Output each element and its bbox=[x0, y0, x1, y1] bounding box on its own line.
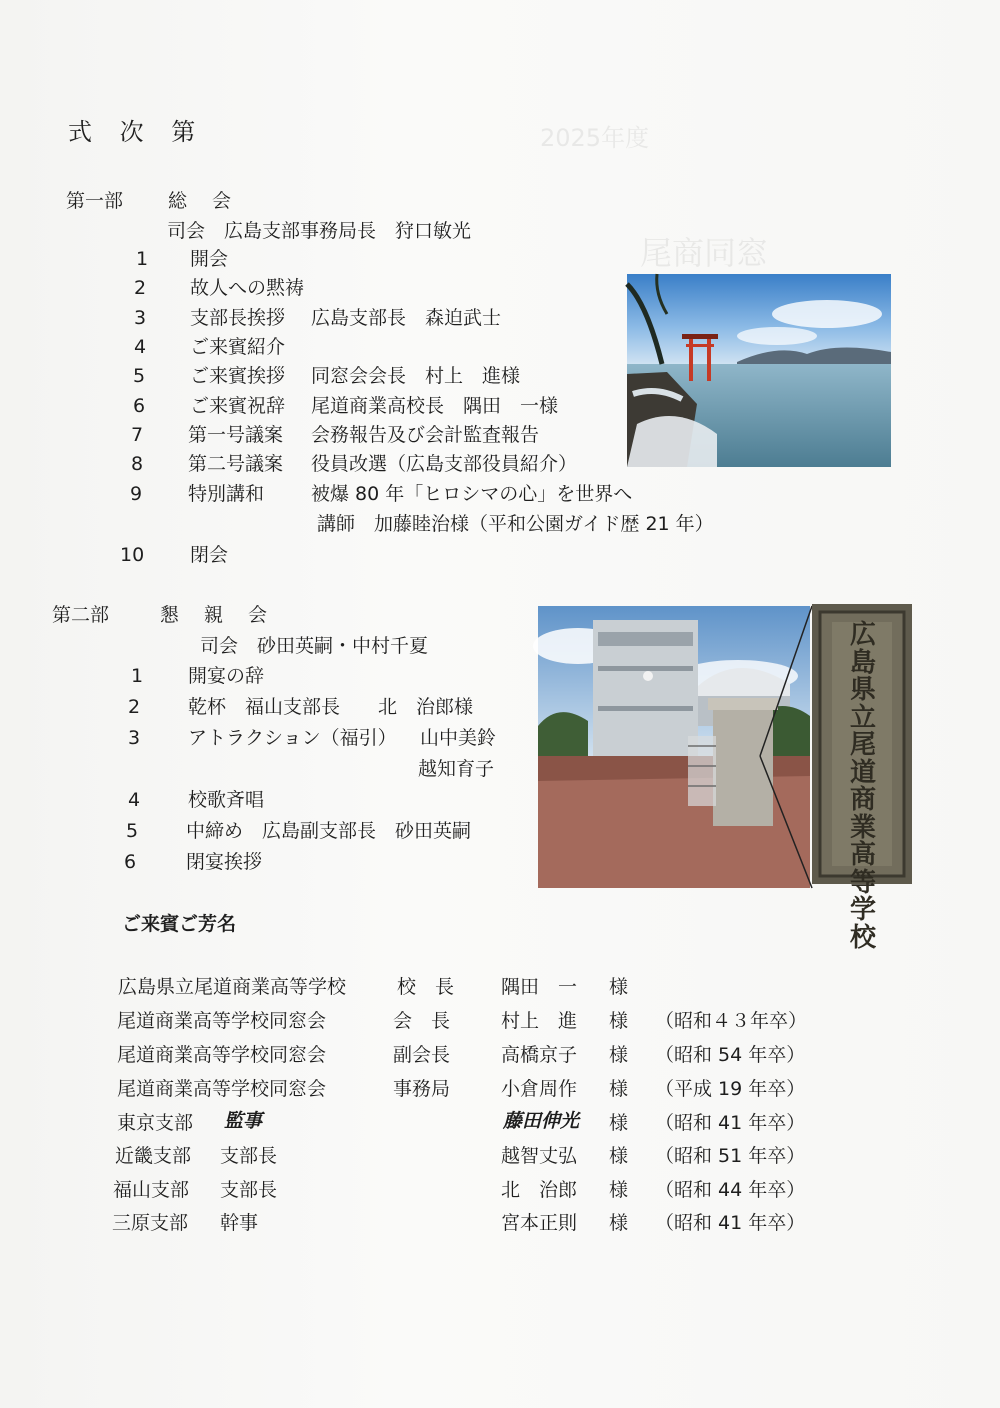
part1-item-detail: 被爆 80 年「ヒロシマの心」を世界へ bbox=[311, 483, 633, 505]
guest-role: 支部長 bbox=[220, 1179, 278, 1201]
guest-grad: （昭和 44 年卒） bbox=[655, 1179, 806, 1201]
part2-label: 第二部 bbox=[52, 604, 110, 626]
part1-item-num: 8 bbox=[131, 453, 144, 475]
part1-item-detail: 広島支部長 森迫武士 bbox=[311, 307, 502, 329]
guest-grad: （昭和４３年卒） bbox=[655, 1010, 808, 1032]
part1-item-label: 閉会 bbox=[190, 544, 229, 566]
part2-item-label: 開宴の辞 bbox=[188, 665, 265, 687]
page-title: 式 次 第 bbox=[68, 118, 206, 146]
part2-item-detail: 山中美鈴 bbox=[420, 727, 497, 749]
part1-item-label: 故人への黙祷 bbox=[190, 277, 305, 299]
part1-item-label: 開会 bbox=[190, 248, 229, 270]
part2-name: 懇 親 会 bbox=[160, 604, 271, 626]
guest-suffix: 様 bbox=[609, 976, 629, 998]
part2-item-label: 閉宴挨拶 bbox=[186, 851, 263, 873]
part1-item-num: 2 bbox=[134, 277, 147, 299]
guest-role: 支部長 bbox=[220, 1145, 278, 1167]
part1-item-detail: 尾道商業高校長 隅田 一様 bbox=[311, 395, 559, 417]
part1-item-detail: 同窓会会長 村上 進様 bbox=[311, 365, 521, 387]
guest-suffix: 様 bbox=[609, 1010, 629, 1032]
guest-suffix: 様 bbox=[609, 1112, 629, 1134]
guest-role: 事務局 bbox=[393, 1078, 451, 1100]
guest-role: 幹事 bbox=[220, 1212, 259, 1234]
part1-label: 第一部 bbox=[66, 190, 124, 212]
guest-org: 福山支部 bbox=[113, 1179, 190, 1201]
part2-item-detail2: 越知育子 bbox=[418, 758, 495, 780]
part2-mc: 司会 砂田英嗣・中村千夏 bbox=[200, 635, 429, 657]
part1-item-num: 5 bbox=[133, 365, 146, 387]
part2-item-label: 校歌斉唱 bbox=[188, 789, 265, 811]
part2-item-num: 3 bbox=[128, 727, 141, 749]
part1-item-num: 3 bbox=[134, 307, 147, 329]
show-through-text: 尾商同窓 bbox=[640, 234, 769, 272]
part2-item-num: 6 bbox=[124, 851, 137, 873]
part1-item-label: 第二号議案 bbox=[188, 453, 284, 475]
part2-item-label: 中締め 広島副支部長 砂田英嗣 bbox=[186, 820, 472, 842]
guest-suffix: 様 bbox=[609, 1145, 629, 1167]
guest-role: 校 長 bbox=[397, 976, 455, 998]
part1-item-detail: 会務報告及び会計監査報告 bbox=[311, 424, 540, 446]
part1-item-num: 4 bbox=[134, 336, 147, 358]
part1-item-label: 支部長挨拶 bbox=[190, 307, 286, 329]
torii-photo bbox=[627, 274, 891, 467]
guest-name: 小倉周作 bbox=[501, 1078, 578, 1100]
guest-grad: （昭和 51 年卒） bbox=[655, 1145, 806, 1167]
part1-item-detail2: 講師 加藤睦治様（平和公園ガイド歴 21 年） bbox=[317, 513, 714, 535]
guests-heading: ご来賓ご芳名 bbox=[122, 913, 237, 935]
part1-item-num: 6 bbox=[133, 395, 146, 417]
part2-item-num: 4 bbox=[128, 789, 141, 811]
guest-role: 副会長 bbox=[393, 1044, 451, 1066]
guest-name: 宮本正則 bbox=[501, 1212, 578, 1234]
guest-grad: （昭和 41 年卒） bbox=[655, 1112, 806, 1134]
part1-mc: 司会 広島支部事務局長 狩口敏光 bbox=[167, 220, 472, 242]
guest-org: 広島県立尾道商業高等学校 bbox=[118, 976, 347, 998]
part1-item-label: ご来賓挨拶 bbox=[190, 365, 286, 387]
part1-name: 総 会 bbox=[168, 190, 235, 212]
part2-item-num: 5 bbox=[126, 820, 139, 842]
guest-suffix: 様 bbox=[609, 1212, 629, 1234]
part1-item-label: 特別講和 bbox=[188, 483, 265, 505]
guest-name: 高橋京子 bbox=[501, 1044, 578, 1066]
guest-name: 村上 進 bbox=[501, 1010, 578, 1032]
guest-name: 北 治郎 bbox=[501, 1179, 578, 1201]
guest-org: 尾道商業高等学校同窓会 bbox=[117, 1010, 327, 1032]
guest-role: 会 長 bbox=[393, 1010, 451, 1032]
part1-item-num: 7 bbox=[131, 424, 144, 446]
guest-grad: （平成 19 年卒） bbox=[655, 1078, 806, 1100]
guest-suffix: 様 bbox=[609, 1179, 629, 1201]
guest-org: 三原支部 bbox=[112, 1212, 189, 1234]
plaque-photo bbox=[812, 604, 912, 953]
part2-item-label: 乾杯 福山支部長 北 治郎様 bbox=[188, 696, 474, 718]
guest-suffix: 様 bbox=[609, 1044, 629, 1066]
part1-item-num: 10 bbox=[120, 544, 145, 566]
plaque-inscription: 広島県立尾道商業高等学校 bbox=[849, 620, 876, 953]
part1-item-detail: 役員改選（広島支部役員紹介） bbox=[311, 453, 578, 475]
show-through-text: 2025年度 bbox=[540, 124, 650, 152]
guest-grad: （昭和 54 年卒） bbox=[655, 1044, 806, 1066]
guest-org: 東京支部 bbox=[117, 1112, 194, 1134]
guest-org: 尾道商業高等学校同窓会 bbox=[117, 1044, 327, 1066]
part1-item-num: 9 bbox=[130, 483, 143, 505]
guest-name: 越智丈弘 bbox=[501, 1145, 578, 1167]
part1-item-num: 1 bbox=[136, 248, 149, 270]
guest-org: 尾道商業高等学校同窓会 bbox=[117, 1078, 327, 1100]
guest-suffix: 様 bbox=[609, 1078, 629, 1100]
guest-name-handwritten: 藤田伸光 bbox=[503, 1110, 580, 1132]
guest-role-handwritten: 監事 bbox=[224, 1110, 263, 1132]
part1-item-label: ご来賓祝辞 bbox=[190, 395, 286, 417]
part2-item-label: アトラクション（福引） bbox=[188, 727, 397, 749]
part2-item-num: 1 bbox=[131, 665, 144, 687]
guest-name: 隅田 一 bbox=[501, 976, 578, 998]
guest-org: 近畿支部 bbox=[115, 1145, 192, 1167]
guest-grad: （昭和 41 年卒） bbox=[655, 1212, 806, 1234]
part1-item-label: ご来賓紹介 bbox=[190, 336, 286, 358]
part2-item-num: 2 bbox=[128, 696, 141, 718]
part1-item-label: 第一号議案 bbox=[188, 424, 284, 446]
